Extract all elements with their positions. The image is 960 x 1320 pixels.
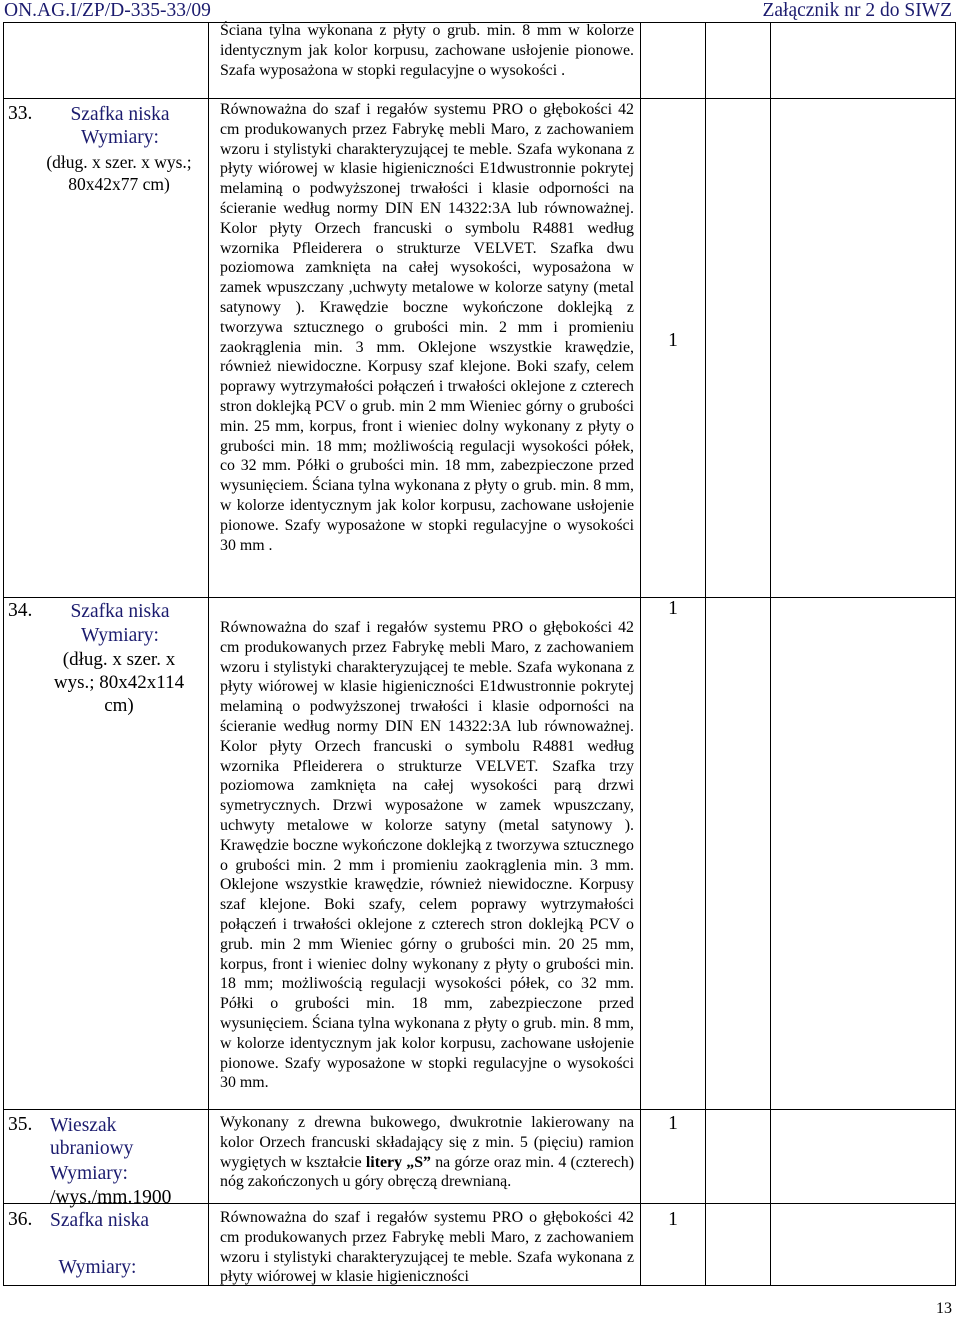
row-divider [3,1109,956,1110]
row-33-description-text: Równoważna do szaf i regałów systemu PRO o głębokości 42 cm produkowanych przez Fabrykę mebli Maro, z zachowaniem wzoru i stylistyki charakteryzującej te meble. Szafa wykonana z płyty wiórowej w klasie higieniczności E1dwustronnie pokrytej melaminą o podwyższonej trwałości i klasie odporności na ścieranie według normy DIN EN 14322:3A lub równoważnej. Kolor płyty Orzech francuski o symbolu R4881 według wzornika Pfleiderera o strukturze VELVET. Szafka dwu poziomowa zamknięta na całej wysokości, wyposażona w zamek wpuszczany ,uchwyty metalowe w kolorze satyny (metal satynowy ). Krawędzie boczne wykończone doklejką z tworzywa sztucznego o grubości min. 2 mm i promieniu zaokrąglenia min. 3 mm. Oklejone wszystkie krawędzie, również niewidoczne. Korpusy szaf klejone. Boki szafy, celem poprawy wytrzymałości połączeń i trwałości oklejone z czterech stron doklejką PCV o grub. min 2 mm Wieniec górny o grubości min. 25 mm, korpus, front i wieniec dolny wykonany z płyty o grubości min. 18 mm; możliwością regulacji wysokości półek, co 32 mm. Półki o grubości min. 18 mm, zabezpieczone przed wysunięciem. Ściana tylna wykonana z płyty o grub. min. 8 mm, w kolorze identycznym jak kolor korpusu, zachowane usłojenie pionowe. Szafy wyposażone w stopki regulacyjne o wysokości 30 mm . [220,101,634,554]
row-35-name: Wieszak ubraniowy [50,1115,134,1159]
row-33-dims-text: (dług. x szer. x wys.; 80x42x77 cm) [46,152,192,194]
row-35-number: 35. [8,1114,33,1135]
column-divider-quantity [705,22,706,1286]
row-33-quantity: 1 [668,330,678,351]
row-33-name: Szafka niska [70,104,170,125]
row-35-dims-text: /wys./mm.1900 [50,1187,172,1208]
row-36-dims-label: Wymiary: [58,1257,137,1278]
row-36-number: 36. [8,1209,33,1230]
row-33-description [220,100,634,555]
column-divider-description [640,22,641,1286]
row-36-quantity: 1 [668,1209,678,1230]
row-33-number: 33. [8,103,33,124]
row-divider [3,98,956,99]
row-34-name: Szafka niska [70,601,170,622]
row-34-number: 34. [8,600,33,621]
row-34-description [220,618,634,1093]
intro-text: Ściana tylna wykonana z płyty o grub. min. 8 mm w kolorze identycznym jak kolor korpusu, zachowane usłojenie pionowe. Szafa wyposażona w stopki regulacyjne o wysokości . [220,22,634,79]
row-36-name: Szafka niska [50,1210,150,1231]
column-divider-price [770,22,771,1286]
row-34-description-text: Równoważna do szaf i regałów systemu PRO o głębokości 42 cm produkowanych przez Fabrykę mebli Maro, z zachowaniem wzoru i stylistyki charakteryzującej te meble. Szafa wykonana z płyty wiórowej w klasie higieniczności E1dwustronnie pokrytej melaminą o podwyższonej trwałości i klasie odporności na ścieranie według normy DIN EN 14322:3A lub równoważnej. Kolor płyty Orzech francuski o symbolu R4881 według wzornika Pfleiderera o strukturze VELVET. Szafka trzy poziomowa zamknięta na całej wysokości parą drzwi symetrycznych. Drzwi wyposażone w zamek wpuszczany, uchwyty metalowe w kolorze satyny (metal satynowy ). Krawędzie boczne wykończone doklejką z tworzywa sztucznego o grubości min. 2 mm i promieniu zaokrąglenia min. 3 mm. Oklejone wszystkie krawędzie, również niewidoczne. Korpusy szaf klejone. Boki szafy, celem poprawy wytrzymałości połączeń i trwałości oklejone z czterech stron doklejką PCV o grub. min 2 mm Wieniec górny o grubości min. 20 25 mm, korpus, front i wieniec dolny wykonany z płyty o grubości min. 18 mm; możliwością regulacji wysokości półek, co 32 mm. Półki o grubości min. 18 mm, zabezpieczone przed wysunięciem. Ściana tylna wykonana z płyty o grub. min. 8 mm, w kolorze identycznym jak kolor korpusu, zachowane usłojenie pionowe. Szafy wyposażone w stopki regulacyjne o wysokości 30 mm. [220,619,634,1092]
row-36-description-text: Równoważna do szaf i regałów systemu PRO o głębokości 42 cm produkowanych przez Fabrykę mebli Maro, z zachowaniem wzoru i stylistyki charakteryzującej te meble. Szafa wykonana z płyty wiórowej w klasie higieniczności [220,1209,634,1286]
document-reference: ON.AG.I/ZP/D-335-33/09 [4,0,211,21]
page-number: 13 [936,1300,952,1317]
row-35-description-tail: na górze oraz min. 4 (czterech) nóg zakończonych u góry obręczą drewnianą. [220,1153,634,1191]
row-35-quantity: 1 [668,1113,678,1134]
attachment-label: Załącznik nr 2 do SIWZ [762,0,952,21]
row-35-description-bold: litery „S” [365,1153,431,1171]
row-34-quantity: 1 [668,598,678,619]
row-33-dims-label: Wymiary: [81,127,159,148]
intro-description [220,21,634,80]
row-34-dims-text: (dług. x szer. x wys.; 80x42x114 cm) [53,649,185,716]
row-35-description [220,1113,634,1192]
row-35-description-text [220,1113,634,1192]
row-divider [3,597,956,598]
row-35-dims-label: Wymiary: [50,1163,128,1184]
row-36-description [220,1208,634,1287]
column-divider-name [208,22,209,1286]
row-34-dims-label: Wymiary: [81,625,159,646]
row-35-description-lead: Wykonany z drewna bukowego, dwukrotnie lakierowany na kolor Orzech francuski składający się z min. 5 (pięciu) ramion wygiętych w kształcie [220,1114,634,1171]
